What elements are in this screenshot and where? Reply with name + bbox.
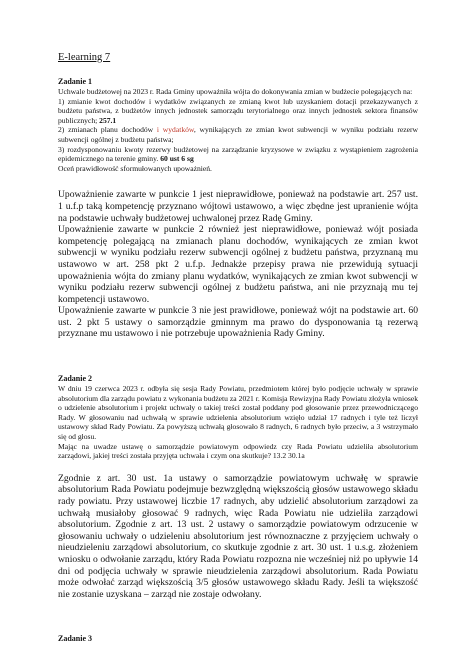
task2-title: Zadanie 2 <box>58 374 93 384</box>
task1-intro: Uchwale budżetowej na 2023 r. Rada Gminy upoważniła wójta do dokonywania zmian w budżecie polegających na: <box>58 87 413 96</box>
task2-question: Mając na uwadze ustawę o samorządzie powiatowym odpowiedz czy Rada Powiatu udzieliła absolutorium zarządowi, jakiej treści została przyjęta uchwała i czym ona skutkuje? 13.2 30.1a <box>58 441 418 461</box>
task1-item2-pre: 2) zmianach planu dochodów <box>58 125 154 135</box>
task1-question: Oceń prawidłowość sformułowanych upoważnień. <box>58 163 212 173</box>
task1-title: Zadanie 1 <box>58 77 93 86</box>
task2-answer: Zgodnie z art. 30 ust. 1a ustawy o samorządzie powiatowym uchwałę w sprawie absolutorium Rada Powiatu podejmuje bezwzględną większością głosów ustawowego składu rady powiatu. Przy ustawowej liczbie 17 radnych, aby udzielić absolutorium zarządowi za uchwałą musiałoby głosować 9 radnych, więc Rada Powiatu nie udzieliła zarządowi absolutorium. Zgodnie z art. 13 ust. 2 ustawy o samorządzie powiatowym odrzucenie w głosowaniu uchwały o udzieleniu absolutorium jest równoznaczne z przyjęciem uchwały o nieudzieleniu zarządowi absolutorium, co skutkuje zgodnie z art. 30 ust. 1 u.s.g. złożeniem wniosku o odwołanie zarządu, który Rada Powiatu rozpozna nie wcześniej niż po upływie 14 dni od podjęcia uchwały w sprawie nieudzielenia zarządowi absolutorium. Rada Powiatu może odwołać zarząd większością 3/5 głosów ustawowego składu Rady. Jeśli ta większość nie zostanie uzyskana – zarząd nie zostaje odwołany. <box>58 472 418 600</box>
task1-item2-highlight: i wydatków <box>156 125 194 135</box>
task2-body: W dniu 19 czerwca 2023 r. odbyła się sesja Rady Powiatu, przedmiotem której było podjęcie uchwały w sprawie absolutorium dla zarządu powiatu z wykonania budżetu za 2021 r. Komisja Rewizyjna Rady Powiatu złożyła wniosek o udzielenie absolutorium i projekt uchwały o takiej treści został poddany pod głosowanie przez przewodniczącego Rady. W głosowaniu nad uchwałą w sprawie udzielenia absolutorium wzięło udział 17 radnych i tyle też liczył ustawowy skład Rady Powiatu. Za powyższą uchwałą głosowało 8 radnych, 6 radnych było przeciw, a 3 wstrzymało się od głosu. <box>58 384 418 442</box>
task1-item2 <box>58 125 418 144</box>
document-title: E-learning 7 <box>58 52 111 63</box>
task2-section <box>58 374 418 600</box>
task1-item3-text: 3) rozdysponowaniu kwoty rezerwy budżetowej na zarządzanie kryzysowe w związku z wystąpieniem zagrożenia epidemicznego na terenie gminy. <box>58 144 418 164</box>
task1-answer-paragraph: Upoważnienie zawarte w punkcie 3 nie jest prawidłowe, ponieważ wójt na podstawie art. 60 ust. 2 pkt 5 ustawy o samorządzie gminnym ma prawo do dysponowania tą rezerwą przyznane mu ustawowo i nie potrzebuje upoważnienia Rady Gminy. <box>58 305 418 340</box>
task1-item1 <box>58 97 418 126</box>
task1-item1-text: 1) zmianie kwot dochodów i wydatków związanych ze zmianą kwot lub uzyskaniem dotacji przekazywanych z budżetu państwa, z budżetów innych jednostek samorządu terytorialnego oraz innych jednostek sektora finansów publicznych; <box>58 96 418 125</box>
task3-title: Zadanie 3 <box>58 634 93 644</box>
task1-item3-ref: 60 ust 6 sg <box>160 154 194 164</box>
task1-item1-ref: 257.1 <box>99 115 117 125</box>
task1-answer-paragraph: Upoważnienie zawarte w punkcie 2 również jest nieprawidłowe, ponieważ wójt posiada kompetencję polegającą na zmianach planu dochodów, wynikających ze zmian kwot subwencji w wyniku podziału rezerw subwencji ogólnej z budżetu państwa, przyznaną mu ustawowo w art. 258 pkt 2 u.f.p. Jednakże przepisy prawa nie przewidują sytuacji upoważnienia wójta do zmiany planu wydatków, wynikających ze zmian kwot subwencji w wyniku podziału rezerw subwencji ogólnej z budżetu państwa, ani nie przyznają mu tej kompetencji ustawowo. <box>58 224 418 305</box>
task1-section <box>58 77 418 340</box>
task1-answer-paragraph: Upoważnienie zawarte w punkcie 1 jest nieprawidłowe, ponieważ na podstawie art. 257 ust. 1 u.f.p taką kompetencję przyznano wójtowi ustawowo, a więc zbędne jest upranienie wójta na podstawie uchwały budżetowej uchwalonej przez Radę Gminy. <box>58 189 418 224</box>
task1-item2-post: , wynikających ze zmian kwot subwencji w wyniku podziału rezerw subwencji ogólnej z budżetu państwa; <box>58 125 418 144</box>
task1-item3 <box>58 145 418 164</box>
